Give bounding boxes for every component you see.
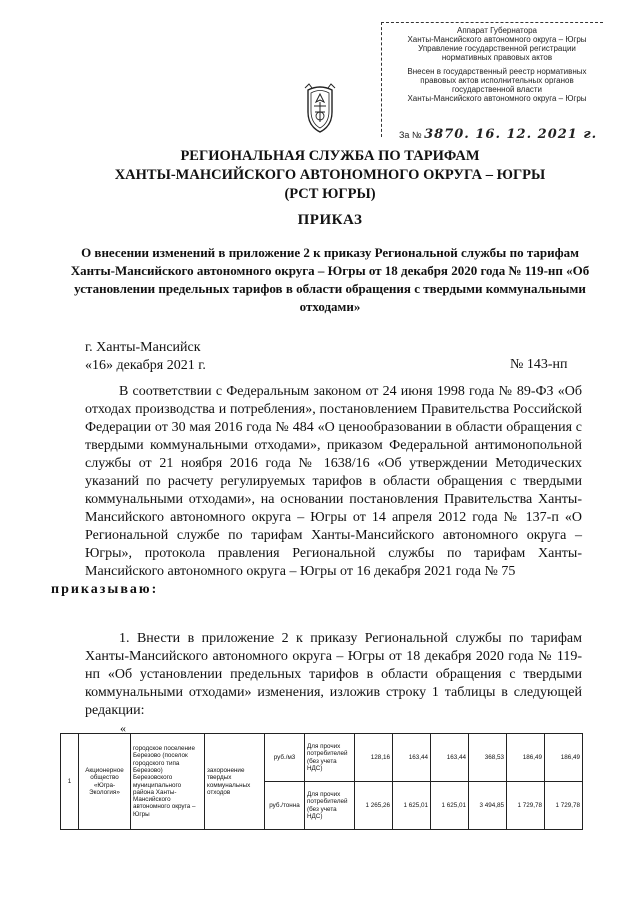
stamp-border bbox=[381, 22, 382, 137]
table-row bbox=[61, 734, 583, 782]
stamp-registration bbox=[399, 127, 609, 142]
place-date bbox=[85, 339, 206, 375]
preamble-text: В соответствии с Федеральным законом от 24 июня 1998 года № 89-ФЗ «Об отходах производства и потребления», постановлением Правительства Российской Федерации от 30 мая 2016 года № 484 «О ценообразовании в области обращения с твердыми коммунальными отходами», приказом Федеральной антимонопольной службы от 21 ноября 2016 года № 1638/16 «Об утверждении Методических указаний по расчету регулируемых тарифов в области обращения с твердыми коммунальными отходами», на основании постановления Правительства Ханты-Мансийского автономного округа – Югры от 14 апреля 2012 года № 137-п «О Региональной службе по тарифам Ханты-Мансийского автономного округа – Югры», протокола правления Региональной службы по тарифам Ханты-Мансийского автономного округа – Югры от 16 декабря 2021 года № 75 bbox=[85, 384, 582, 579]
row-number: 1 bbox=[61, 734, 79, 830]
document-type: ПРИКАЗ bbox=[297, 212, 363, 228]
stamp-reg-number: 3870. 16. 12. 2021 г. bbox=[424, 127, 598, 142]
stamp-line: Ханты-Мансийского автономного округа – Югры bbox=[407, 94, 587, 103]
stamp-reg-prefix: За № bbox=[399, 130, 422, 140]
place: г. Ханты-Мансийск bbox=[85, 340, 201, 355]
stamp-line: правовых актов исполнительных органов bbox=[420, 76, 574, 85]
value-cell: 1 729,78 bbox=[545, 782, 583, 830]
stamp-line: государственной власти bbox=[451, 85, 543, 94]
coat-of-arms-icon bbox=[302, 82, 338, 134]
value-cell: 186,49 bbox=[545, 734, 583, 782]
directive: приказываю: bbox=[51, 582, 159, 597]
org-line: (РСТ ЮГРЫ) bbox=[284, 186, 376, 202]
stamp-line: Управление государственной регистрации bbox=[418, 44, 576, 53]
tariff-table bbox=[60, 733, 583, 830]
stamp-line: Ханты-Мансийского автономного округа – Югры bbox=[407, 35, 587, 44]
stamp-line: нормативных правовых актов bbox=[441, 53, 553, 62]
opening-quote: « bbox=[120, 721, 126, 735]
document-subject: О внесении изменений в приложение 2 к приказу Региональной службы по тарифам Ханты-Мансийского автономного округа – Югры от 18 декабря 2020 года № 119-нп «Об установлении предельных тарифов в области обращения с твердыми коммунальными отходами» bbox=[70, 245, 590, 314]
stamp-border bbox=[381, 22, 603, 23]
org-line: РЕГИОНАЛЬНАЯ СЛУЖБА ПО ТАРИФАМ bbox=[180, 148, 480, 164]
document-number: № 143-нп bbox=[510, 357, 568, 372]
value-cell: 3 494,85 bbox=[469, 782, 507, 830]
unit-cell: руб./м3 bbox=[265, 734, 305, 782]
value-cell: 128,16 bbox=[355, 734, 393, 782]
organization-name bbox=[60, 147, 600, 204]
activity-cell: захоронение твердых коммунальных отходов bbox=[205, 734, 265, 830]
value-cell: 1 729,78 bbox=[507, 782, 545, 830]
value-cell: 163,44 bbox=[431, 734, 469, 782]
stamp-line: Аппарат Губернатора bbox=[457, 26, 537, 35]
value-cell: 1 625,01 bbox=[393, 782, 431, 830]
preamble-paragraph bbox=[51, 383, 582, 599]
value-cell: 368,53 bbox=[469, 734, 507, 782]
unit-cell: руб./тонна bbox=[265, 782, 305, 830]
value-cell: 1 625,01 bbox=[431, 782, 469, 830]
org-line: ХАНТЫ-МАНСИЙСКОГО АВТОНОМНОГО ОКРУГА – ЮГРЫ bbox=[114, 167, 546, 183]
value-cell: 163,44 bbox=[393, 734, 431, 782]
organization-cell: Акционерное общество «Югра-Экология» bbox=[79, 734, 131, 830]
registration-stamp bbox=[381, 22, 603, 140]
value-cell: 1 265,26 bbox=[355, 782, 393, 830]
consumer-cell: Для прочих потребителей (без учета НДС) bbox=[305, 734, 355, 782]
value-cell: 186,49 bbox=[507, 734, 545, 782]
stamp-line: Внесен в государственный реестр нормативных bbox=[407, 67, 587, 76]
date: «16» декабря 2021 г. bbox=[85, 358, 206, 373]
consumer-cell: Для прочих потребителей (без учета НДС) bbox=[305, 782, 355, 830]
territory-cell: городское поселение Березово (поселок городского типа Березово) Березовского муниципального района Ханты-Мансийского автономного округа – Югры bbox=[131, 734, 205, 830]
item-1-paragraph: 1. Внести в приложение 2 к приказу Региональной службы по тарифам Ханты-Мансийского автономного округа – Югры от 18 декабря 2020 года № 119-нп «Об установлении предельных тарифов в области обращения с твердыми коммунальными отходами» изменения, изложив строку 1 таблицы в следующей редакции: bbox=[85, 631, 582, 718]
